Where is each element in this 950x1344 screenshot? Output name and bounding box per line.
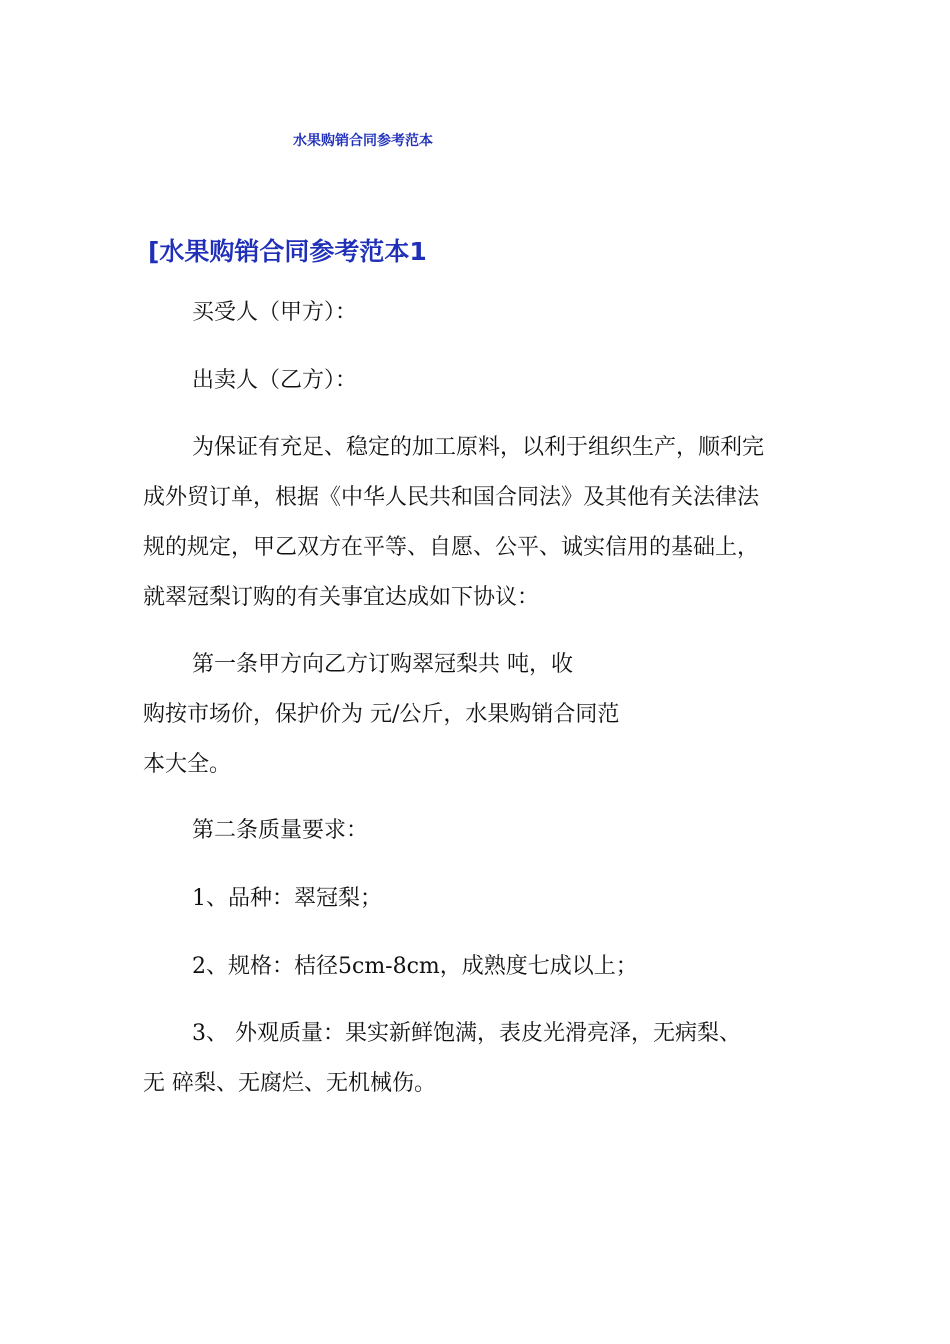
article1-line-2: 购按市场价，保护价为 元/公斤，水果购销合同范 (143, 702, 620, 727)
intro-line-3: 规的规定，甲乙双方在平等、自愿、公平、诚实信用的基础上， (143, 535, 760, 560)
article2-title: 第二条质量要求： (192, 818, 369, 843)
quality-item-3-line-1: 3、 外观质量：果实新鲜饱满，表皮光滑亮泽，无病梨、 (192, 1021, 741, 1046)
quality-item-1: 1、品种：翠冠梨； (192, 886, 382, 911)
quality-item-2: 2、规格：桔径5cm-8cm，成熟度七成以上； (192, 954, 638, 979)
article1-line-3: 本大全。 (143, 752, 232, 777)
quality-item-3-line-2: 无 碎梨、无腐烂、无机械伤。 (143, 1071, 436, 1096)
buyer-line: 买受人（甲方）： (192, 300, 358, 325)
page-header-title: 水果购销合同参考范本 (293, 133, 433, 149)
intro-line-2: 成外贸订单，根据《中华人民共和国合同法》及其他有关法律法 (143, 485, 760, 510)
intro-line-4: 就翠冠梨订购的有关事宜达成如下协议： (143, 585, 540, 610)
intro-line-1: 为保证有充足、稳定的加工原料，以利于组织生产，顺利完 (192, 435, 765, 460)
seller-line: 出卖人（乙方）： (192, 368, 358, 393)
article1-line-1: 第一条甲方向乙方订购翠冠梨共 吨，收 (192, 652, 573, 677)
section-title: [水果购销合同参考范本1 (148, 237, 427, 266)
